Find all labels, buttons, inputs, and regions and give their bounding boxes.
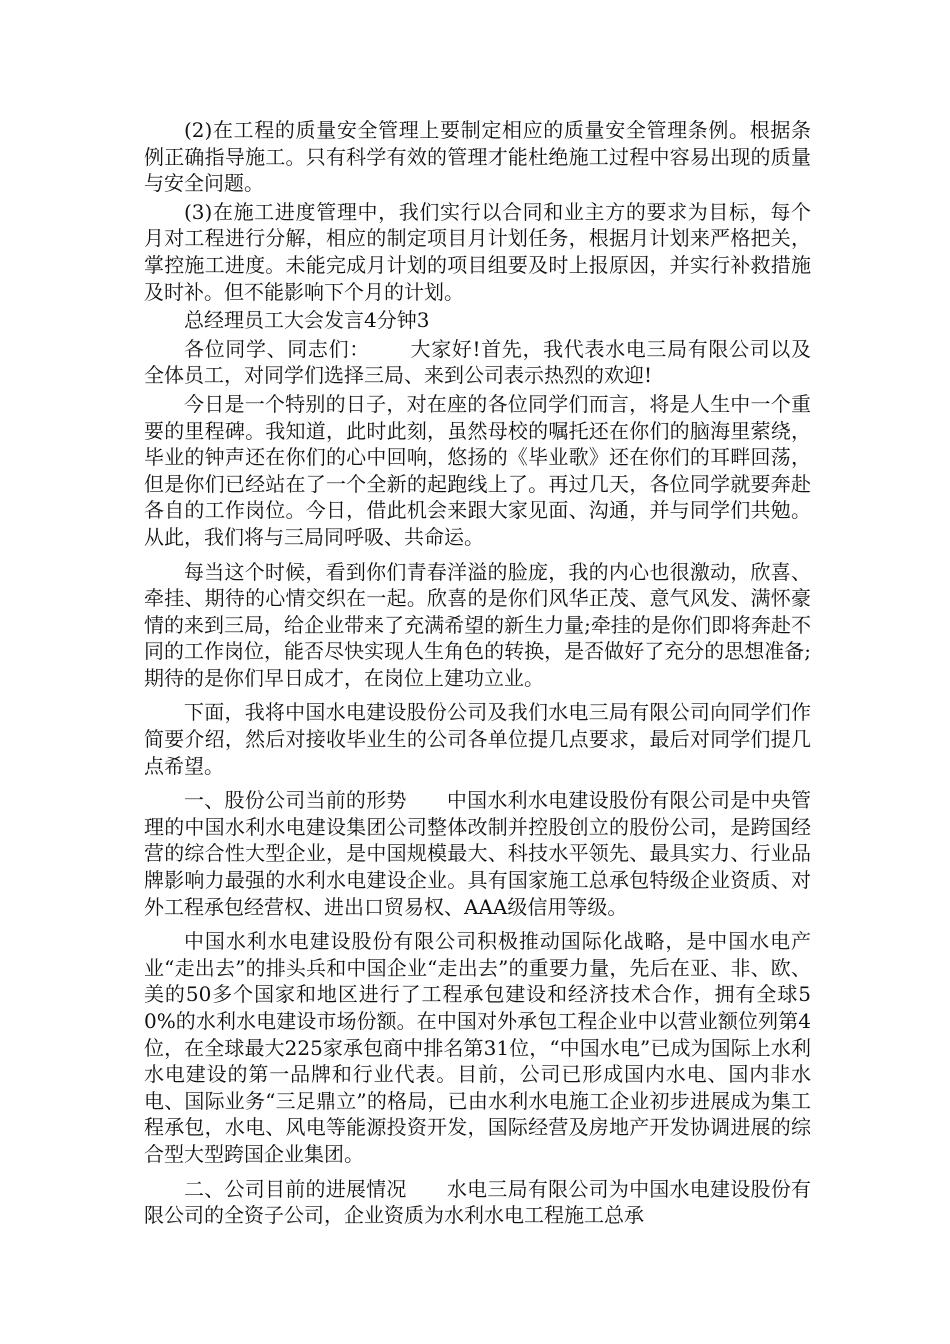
paragraph-milestone: 今日是一个特别的日子，对在座的各位同学们而言，将是人生中一个重要的里程碑。我知道，此时此刻，虽然母校的嘱托还在你们的脑海里萦绕，毕业的钟声还在你们的心中回响，悠扬的《毕业歌》还在你们的耳畔回荡，但是你们已经站在了一个全新的起跑线上了。再过几天，各位同学就要奔赴各自的工作岗位。今日，借此机会来跟大家见面、沟通，并与同学们共勉。从此，我们将与三局同呼吸、共命运。 bbox=[144, 391, 811, 549]
section-1-heading: 一、股份公司当前的形势 bbox=[184, 788, 407, 813]
paragraph-schedule-management: (3)在施工进度管理中，我们实行以合同和业主方的要求为目标，每个月对工程进行分解，相应的制定项目月计划任务，根据月计划来严格把关，掌控施工进度。未能完成月计划的项目组要及时上报原因，并实行补救措施及时补。但不能影响下个月的计划。 bbox=[144, 199, 811, 304]
section-2 bbox=[144, 1176, 811, 1229]
section-2-heading: 二、公司目前的进展情况 bbox=[184, 1176, 407, 1201]
section-1 bbox=[144, 787, 811, 920]
paragraph-emotions: 每当这个时候，看到你们青春洋溢的脸庞，我的内心也很激动，欣喜、牵挂、期待的心情交织在一起。欣喜的是你们风华正茂、意气风发、满怀豪情的来到三局，给企业带来了充满希望的新生力量;牵挂的是你们即将奔赴不同的工作岗位，能否尽快实现人生角色的转换，是否做好了充分的思想准备;期待的是你们早日成才，在岗位上建功立业。 bbox=[144, 559, 811, 690]
paragraph-introduction: 下面，我将中国水电建设股份公司及我们水电三局有限公司向同学们作简要介绍，然后对接收毕业生的公司各单位提几点要求，最后对同学们提几点希望。 bbox=[144, 700, 811, 778]
paragraph-greeting bbox=[144, 336, 811, 389]
speech-title: 总经理员工大会发言4分钟3 bbox=[184, 308, 430, 333]
paragraph-internationalization: 中国水利水电建设股份有限公司积极推动国际化战略，是中国水电产业“走出去”的排头兵和中国企业“走出去”的重要力量，先后在亚、非、欧、美的50多个国家和地区进行了工程承包建设和经济技术合作，拥有全球50%的水利水电建设市场份额。在中国对外承包工程企业中以营业额位列第4位，在全球最大225家承包商中排名第31位，“中国水电”已成为国际上水利水电建设的第一品牌和行业代表。目前，公司已形成国内水电、国内非水电、国际业务“三足鼎立”的格局，已由水利水电施工企业初步进展成为集工程承包，水电、风电等能源投资开发，国际经营及房地产开发协调进展的综合型大型跨国企业集团。 bbox=[144, 929, 811, 1166]
greeting-salutation: 各位同学、同志们： bbox=[184, 336, 370, 361]
greeting-text: 大家好!首先，我代表水电三局有限公司以及全体员工，对同学们选择三局、来到公司表示热烈的欢迎! bbox=[144, 336, 811, 388]
document-body bbox=[144, 117, 811, 1229]
paragraph-quality-safety: (2)在工程的质量安全管理上要制定相应的质量安全管理条例。根据条例正确指导施工。只有科学有效的管理才能杜绝施工过程中容易出现的质量与安全问题。 bbox=[144, 118, 811, 196]
section-2-text: 水电三局有限公司为中国水电建设股份有限公司的全资子公司，企业资质为水利水电工程施工总承 bbox=[144, 1176, 812, 1228]
section-1-text: 中国水利水电建设股份有限公司是中央管理的中国水利水电建设集团公司整体改制并控股创立的股份公司，是跨国经营的综合性大型企业，是中国规模最大、科技水平领先、最具实力、行业品牌影响力最强的水利水电建设企业。具有国家施工总承包特级企业资质、对外工程承包经营权、进出口贸易权、AAA级信用等级。 bbox=[144, 788, 812, 919]
